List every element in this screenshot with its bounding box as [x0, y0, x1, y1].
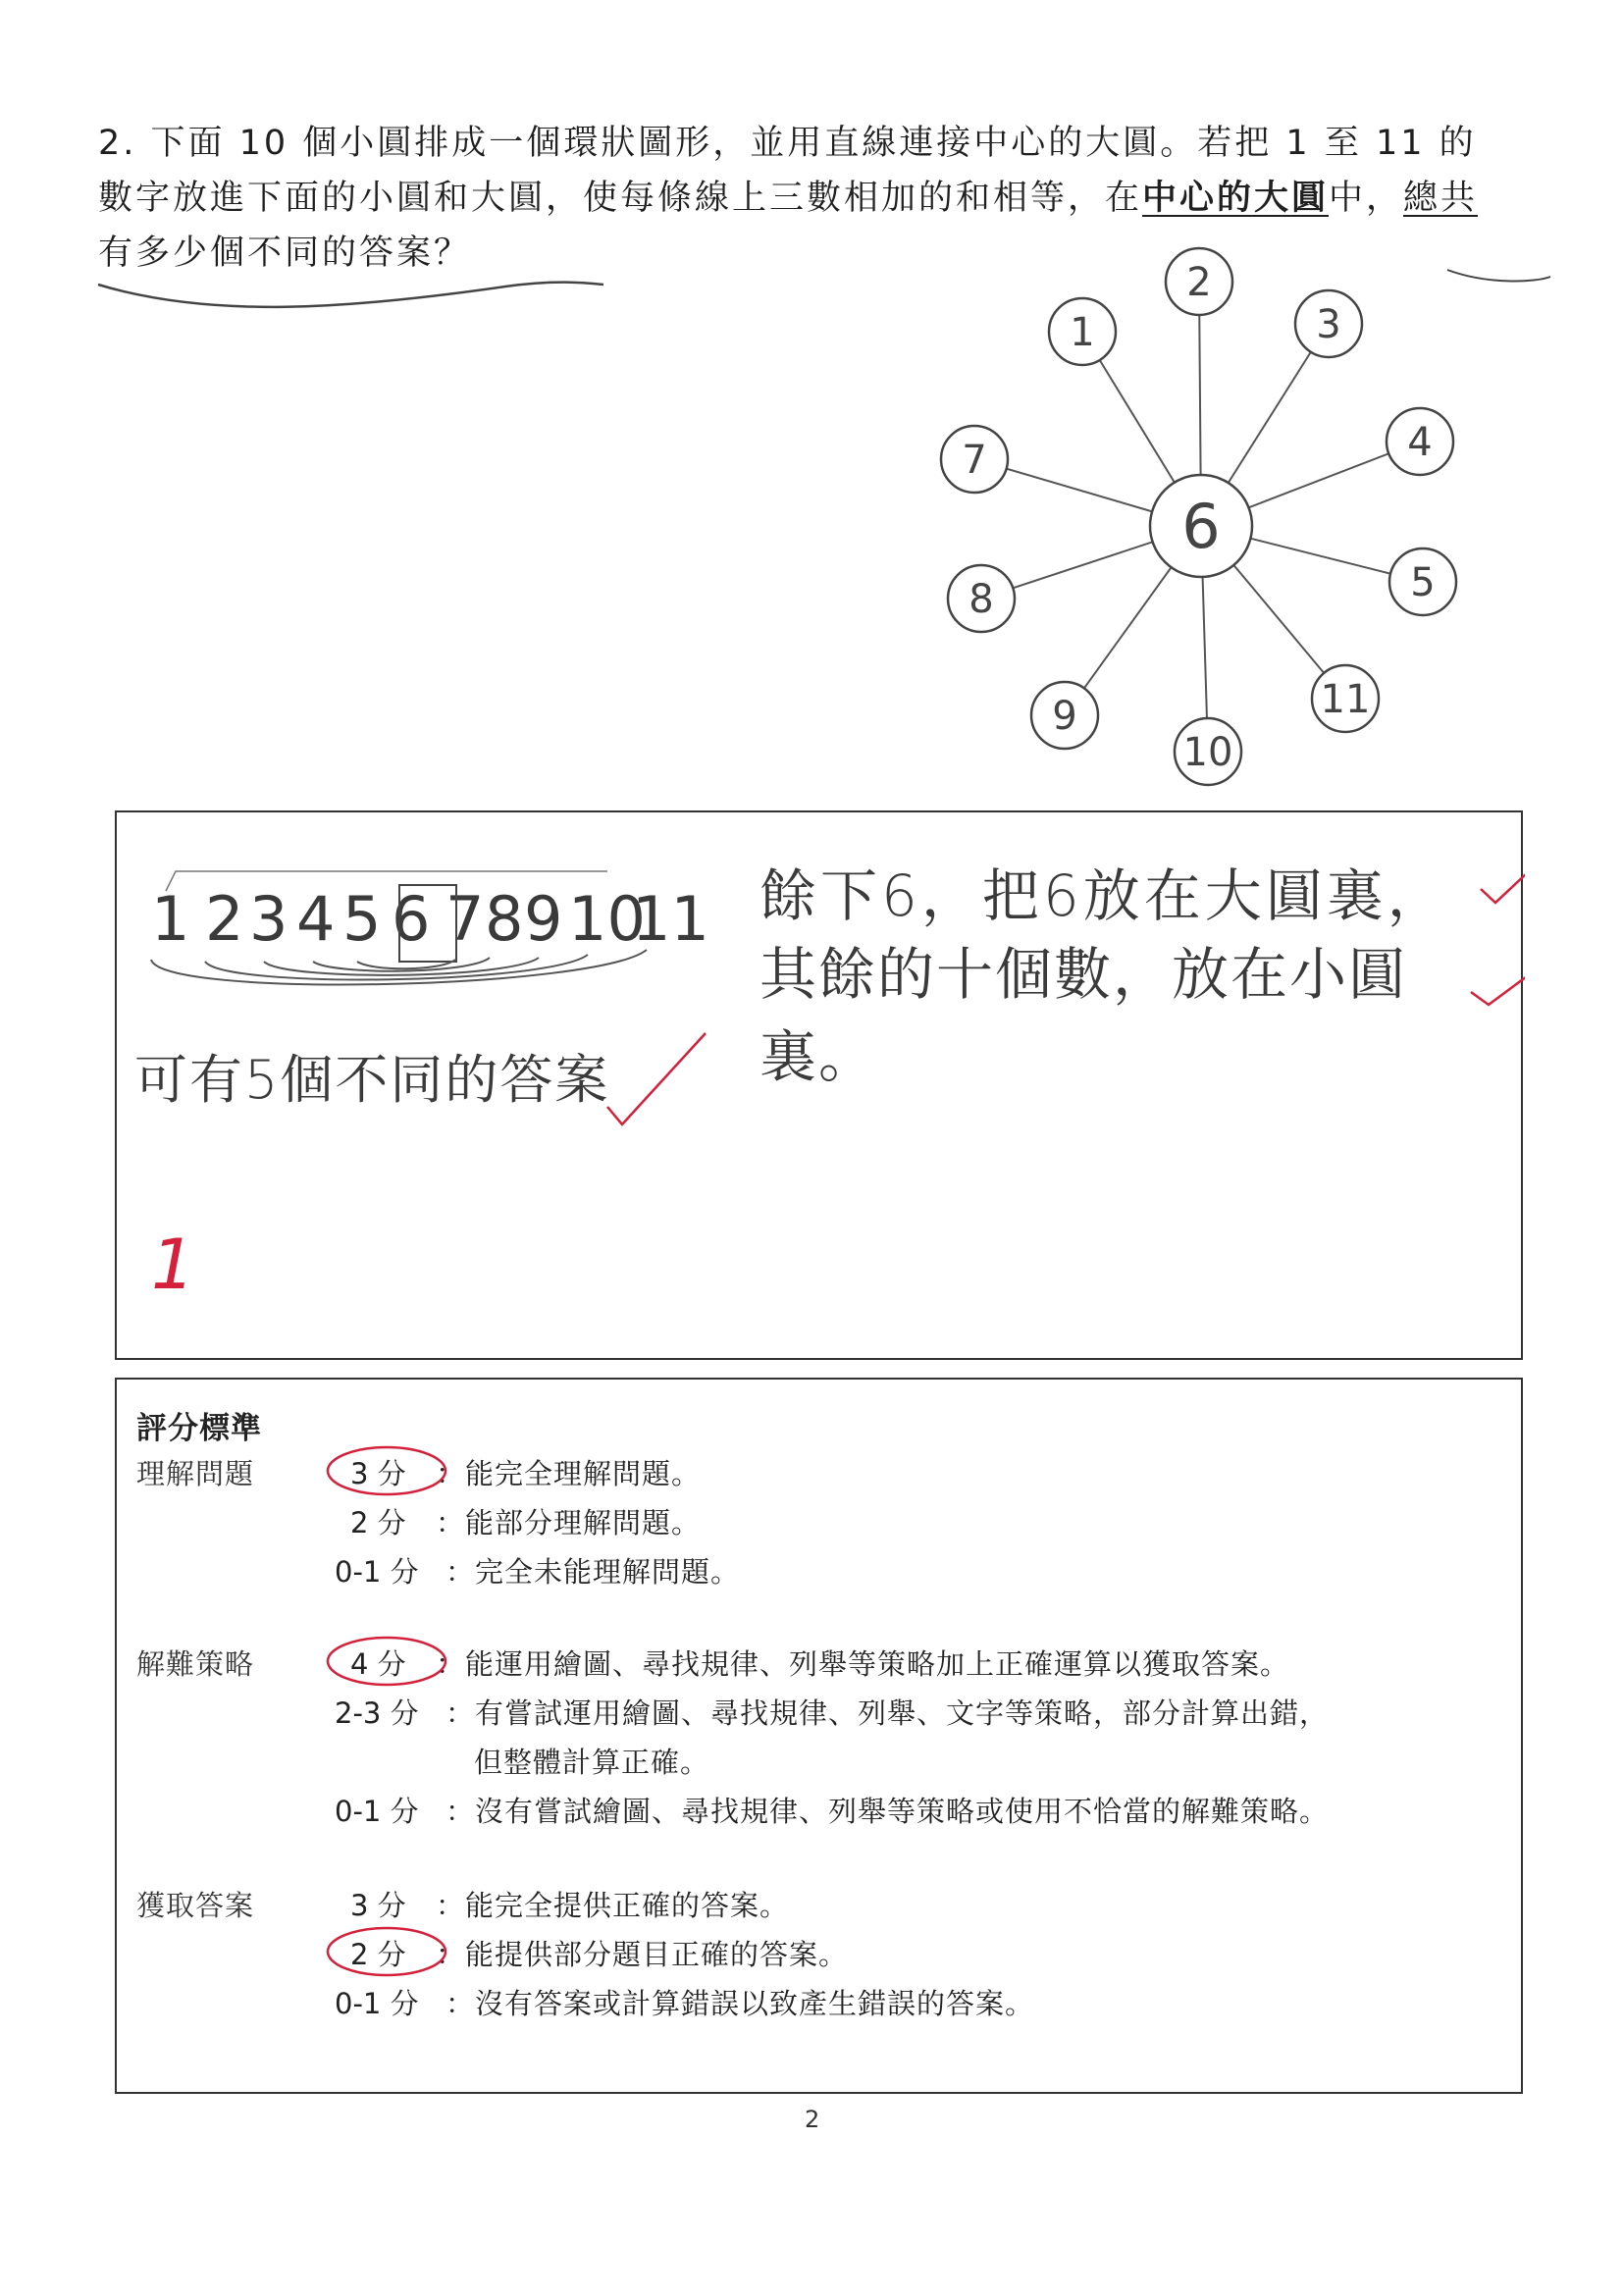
outer-number: 9	[1052, 694, 1077, 739]
score-label: 3 分	[350, 1457, 406, 1490]
rubric-desc: ：能完全理解問題。	[436, 1457, 702, 1490]
outer-number: 11	[1320, 677, 1371, 722]
center-number: 6	[1181, 491, 1221, 562]
rubric-title: 評分標準	[136, 1411, 262, 1446]
outer-number: 4	[1407, 420, 1433, 465]
rubric-desc: ：能提供部分題目正確的答案。	[436, 1938, 849, 1971]
question-line-2-mid: 中，	[1329, 179, 1404, 218]
question-line-2	[98, 171, 1531, 226]
answer-text-line-1: 餘下6，把6放在大圓裏，	[759, 862, 1448, 929]
score-label: 2 分	[350, 1506, 406, 1539]
score-label: 2 分	[350, 1938, 406, 1971]
question-line-1: 2. 下面 10 個小圓排成一個環狀圖形，並用直線連接中心的大圓。若把 1 至 11 的	[98, 124, 1477, 163]
outer-number: 1	[1070, 310, 1095, 355]
category-answer: 獲取答案	[136, 1889, 255, 1922]
ring-diagram	[883, 235, 1492, 805]
outer-number: 5	[1410, 560, 1436, 605]
sequence-number: 4	[296, 883, 336, 955]
answer-text-line-3: 可有5個不同的答案	[134, 1049, 610, 1111]
sequence-number: 11	[632, 883, 709, 955]
outer-number: 8	[969, 577, 994, 622]
rubric-desc-continued: 但整體計算正確。	[474, 1746, 710, 1779]
outer-number: 2	[1186, 260, 1212, 305]
score-label: 0-1 分	[335, 1795, 419, 1828]
category-strategy: 解難策略	[136, 1647, 255, 1681]
question-line-3: 有多少個不同的答案？	[98, 234, 472, 273]
category-understanding: 理解問題	[136, 1457, 255, 1490]
red-checkmarks	[117, 812, 1525, 1362]
grade-mark: 1	[151, 1225, 195, 1305]
question-line-2-start: 數字放進下面的小圓和大圓，使每條線上三數相加的和相等，在	[98, 179, 1143, 218]
score-label: 2-3 分	[335, 1696, 419, 1730]
sequence-number: 6	[392, 883, 431, 955]
rubric-desc: ：能部分理解問題。	[436, 1506, 702, 1539]
answer-text-line-2: 其餘的十個數，放在小圓裏。	[759, 941, 1408, 1090]
sequence-number: 2	[205, 883, 244, 955]
rubric-desc: ：沒有答案或計算錯誤以致產生錯誤的答案。	[445, 1987, 1035, 2020]
rubric-desc: ：完全未能理解問題。	[445, 1555, 741, 1589]
score-label: 0-1 分	[335, 1555, 419, 1589]
outer-number: 3	[1316, 302, 1341, 347]
rubric-desc: ：能完全提供正確的答案。	[436, 1889, 790, 1922]
rubric-desc: ：能運用繪圖、尋找規律、列舉等策略加上正確運算以獲取答案。	[436, 1647, 1290, 1681]
sequence-number: 8	[485, 883, 524, 955]
outer-number: 7	[962, 438, 987, 483]
sequence-number: 5	[342, 883, 382, 955]
rubric-desc: ：有嘗試運用繪圖、尋找規律、列舉、文字等策略，部分計算出錯，	[445, 1696, 1330, 1730]
score-label: 0-1 分	[335, 1987, 419, 2020]
sequence-number: 3	[249, 883, 288, 955]
score-label: 3 分	[350, 1889, 406, 1922]
red-score-circles	[117, 1380, 1525, 2096]
rubric-desc: ：沒有嘗試繪圖、尋找規律、列舉等策略或使用不恰當的解難策略。	[445, 1795, 1330, 1828]
answer-box	[115, 810, 1523, 1360]
question-emphasis-center: 中心的大圓	[1142, 179, 1330, 218]
sequence-number: 10	[568, 883, 646, 955]
score-label: 4 分	[350, 1647, 406, 1681]
question-emphasis-total: 總共	[1403, 179, 1479, 218]
sequence-number: 7	[445, 883, 485, 955]
sequence-number: 1	[151, 883, 190, 955]
page-number: 2	[805, 2106, 820, 2133]
sequence-number: 9	[524, 883, 563, 955]
rubric-box	[115, 1378, 1523, 2094]
outer-number: 10	[1182, 730, 1233, 775]
